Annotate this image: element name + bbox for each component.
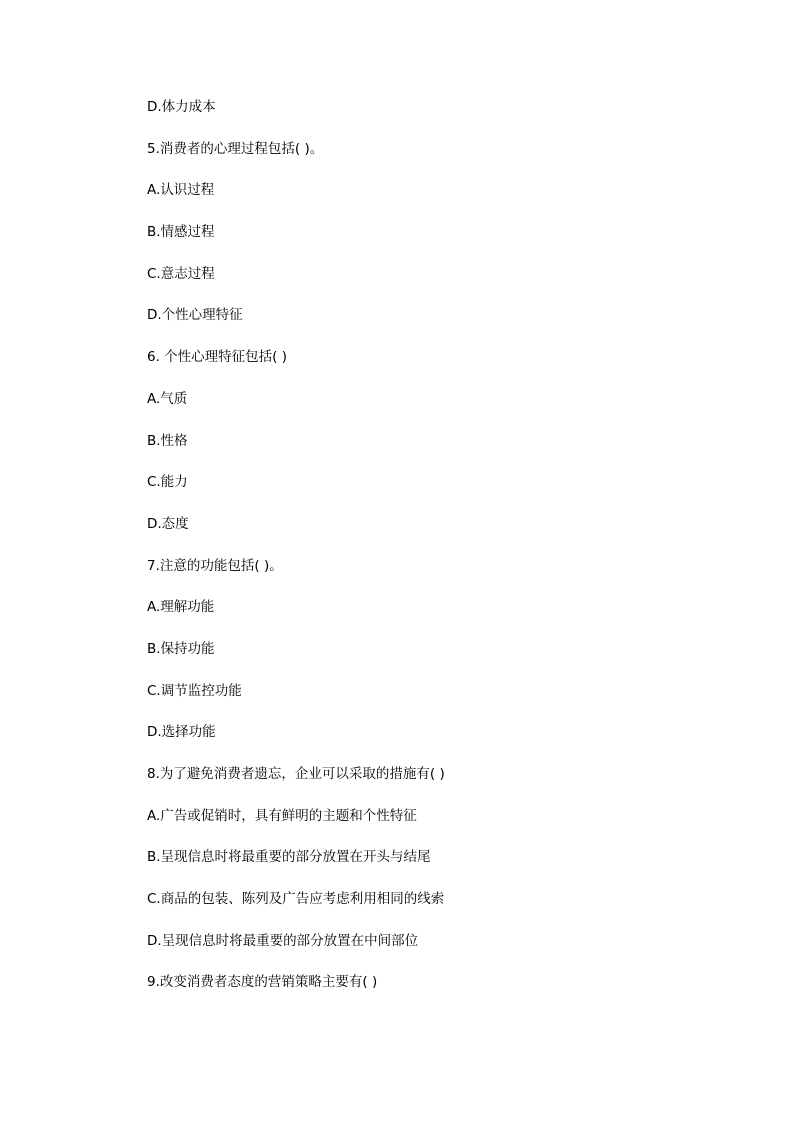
option-7c: C.调节监控功能 (147, 682, 242, 699)
question-6: 6. 个性心理特征包括( ) (147, 349, 287, 366)
option-6d: D.态度 (147, 515, 189, 532)
question-7: 7.注意的功能包括( )。 (147, 557, 283, 574)
option-8d: D.呈现信息时将最重要的部分放置在中间部位 (147, 932, 419, 949)
option-4d: D.体力成本 (147, 99, 216, 115)
option-8a: A.广告或促销时，具有鲜明的主题和个性特征 (147, 807, 417, 824)
question-list (147, 98, 747, 1015)
option-6c: C.能力 (147, 474, 188, 491)
question-9: 9.改变消费者态度的营销策略主要有( ) (147, 974, 378, 991)
option-7a: A.理解功能 (147, 599, 215, 616)
option-6a: A.气质 (147, 390, 188, 407)
option-5a: A.认识过程 (147, 182, 215, 199)
option-6b: B.性格 (147, 432, 188, 449)
option-5b: B.情感过程 (147, 224, 215, 241)
option-5c: C.意志过程 (147, 265, 215, 282)
option-5d: D.个性心理特征 (147, 307, 243, 324)
option-8b: B.呈现信息时将最重要的部分放置在开头与结尾 (147, 849, 431, 866)
question-5: 5.消费者的心理过程包括( )。 (147, 140, 324, 157)
question-8: 8.为了避免消费者遗忘，企业可以采取的措施有( ) (147, 766, 445, 782)
option-8c: C.商品的包装、陈列及广告应考虑利用相同的线索 (147, 891, 445, 908)
option-7d: D.选择功能 (147, 724, 216, 741)
option-7b: B.保持功能 (147, 640, 215, 657)
